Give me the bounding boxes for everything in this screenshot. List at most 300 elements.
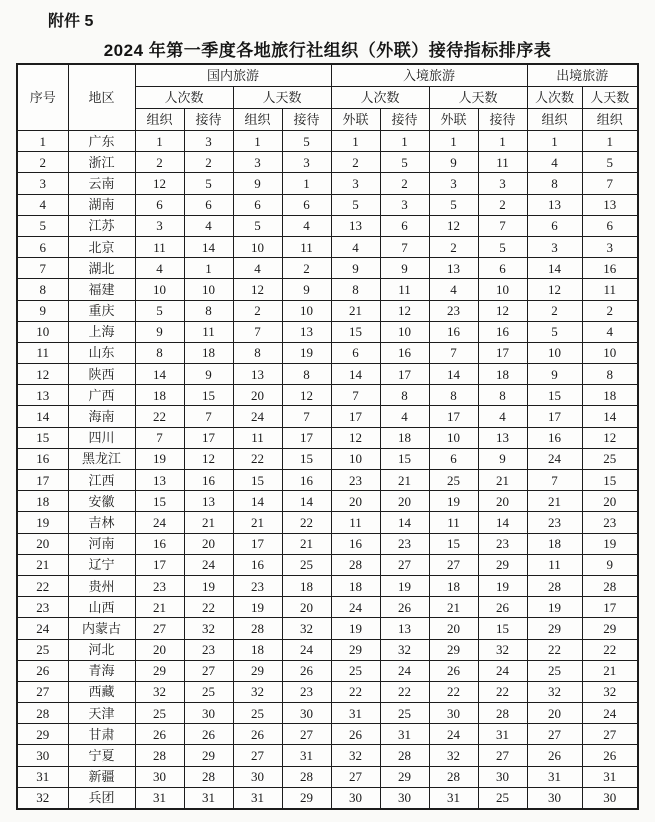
rank-cell: 10: [233, 236, 282, 257]
table-header: [17, 64, 638, 131]
rank-cell: 11: [282, 236, 331, 257]
rank-cell: 15: [429, 533, 478, 554]
rank-cell: 8: [582, 364, 638, 385]
rank-cell: 5: [282, 131, 331, 152]
rank-cell: 25: [429, 470, 478, 491]
rank-cell: 12: [582, 427, 638, 448]
rank-cell: 14: [331, 364, 380, 385]
rank-cell: 22: [478, 681, 527, 702]
rank-cell: 1: [380, 131, 429, 152]
rank-cell: 20: [184, 533, 233, 554]
rank-cell: 19: [478, 575, 527, 596]
region-cell: 贵州: [68, 575, 135, 596]
rank-cell: 14: [478, 512, 527, 533]
rank-cell: 4: [478, 406, 527, 427]
rank-cell: 30: [527, 787, 582, 809]
rank-cell: 30: [135, 766, 184, 787]
region-cell: 宁夏: [68, 745, 135, 766]
region-cell: 云南: [68, 173, 135, 194]
rank-cell: 28: [380, 745, 429, 766]
rank-cell: 27: [331, 766, 380, 787]
region-cell: 天津: [68, 703, 135, 724]
rank-cell: 24: [380, 660, 429, 681]
rank-cell: 16: [282, 470, 331, 491]
rank-cell: 20: [380, 491, 429, 512]
rank-cell: 29: [429, 639, 478, 660]
rank-cell: 20: [135, 639, 184, 660]
rank-cell: 6: [184, 194, 233, 215]
region-cell: 甘肃: [68, 724, 135, 745]
region-cell: 山西: [68, 597, 135, 618]
rank-cell: 14: [135, 364, 184, 385]
rank-cell: 20: [282, 597, 331, 618]
rank-cell: 32: [233, 681, 282, 702]
rank-cell: 32: [429, 745, 478, 766]
rank-cell: 31: [380, 724, 429, 745]
table-row: [17, 427, 638, 448]
rank-cell: 3: [380, 194, 429, 215]
rank-cell: 13: [429, 258, 478, 279]
rank-cell: 20: [527, 703, 582, 724]
rank-cell: 14: [527, 258, 582, 279]
rank-cell: 14: [582, 406, 638, 427]
rank-cell: 3: [331, 173, 380, 194]
region-cell: 内蒙古: [68, 618, 135, 639]
rank-cell: 30: [184, 703, 233, 724]
rank-cell: 4: [527, 152, 582, 173]
region-cell: 辽宁: [68, 554, 135, 575]
rank-cell: 23: [282, 681, 331, 702]
serial-cell: 18: [17, 491, 68, 512]
rank-cell: 29: [478, 554, 527, 575]
table-row: [17, 152, 638, 173]
rank-cell: 6: [331, 342, 380, 363]
rank-cell: 18: [527, 533, 582, 554]
rank-cell: 11: [527, 554, 582, 575]
rank-cell: 23: [478, 533, 527, 554]
rank-cell: 15: [135, 491, 184, 512]
rank-cell: 19: [184, 575, 233, 596]
rank-cell: 29: [184, 745, 233, 766]
rank-cell: 23: [380, 533, 429, 554]
rank-cell: 1: [331, 131, 380, 152]
header-outbound-person-times: 人次数: [527, 87, 582, 109]
rank-cell: 12: [233, 279, 282, 300]
region-cell: 河北: [68, 639, 135, 660]
serial-cell: 3: [17, 173, 68, 194]
rank-cell: 19: [233, 597, 282, 618]
rank-cell: 7: [135, 427, 184, 448]
rank-cell: 28: [478, 703, 527, 724]
rank-cell: 21: [184, 512, 233, 533]
rank-cell: 4: [582, 321, 638, 342]
rank-cell: 1: [527, 131, 582, 152]
rank-cell: 21: [478, 470, 527, 491]
rank-cell: 21: [527, 491, 582, 512]
serial-cell: 21: [17, 554, 68, 575]
rank-cell: 6: [233, 194, 282, 215]
rank-cell: 26: [429, 660, 478, 681]
rank-cell: 13: [582, 194, 638, 215]
table-row: [17, 660, 638, 681]
rank-cell: 13: [478, 427, 527, 448]
rank-cell: 17: [478, 342, 527, 363]
rank-cell: 8: [135, 342, 184, 363]
rank-cell: 32: [527, 681, 582, 702]
serial-cell: 10: [17, 321, 68, 342]
serial-cell: 32: [17, 787, 68, 809]
rank-cell: 31: [478, 724, 527, 745]
rank-cell: 1: [184, 258, 233, 279]
rank-cell: 10: [429, 427, 478, 448]
rank-cell: 27: [184, 660, 233, 681]
table-row: [17, 575, 638, 596]
rank-cell: 18: [135, 385, 184, 406]
rank-cell: 1: [582, 131, 638, 152]
rank-cell: 22: [380, 681, 429, 702]
rank-cell: 11: [233, 427, 282, 448]
rank-cell: 8: [233, 342, 282, 363]
rank-cell: 8: [331, 279, 380, 300]
rank-cell: 19: [582, 533, 638, 554]
region-cell: 广西: [68, 385, 135, 406]
region-cell: 青海: [68, 660, 135, 681]
header-inbound-tourism: 入境旅游: [331, 64, 527, 87]
table-row: [17, 618, 638, 639]
rank-cell: 5: [184, 173, 233, 194]
region-cell: 重庆: [68, 300, 135, 321]
rank-cell: 18: [582, 385, 638, 406]
serial-cell: 27: [17, 681, 68, 702]
table-row: [17, 236, 638, 257]
rank-cell: 3: [429, 173, 478, 194]
region-cell: 四川: [68, 427, 135, 448]
rank-cell: 24: [582, 703, 638, 724]
rank-cell: 25: [380, 703, 429, 724]
rank-cell: 21: [429, 597, 478, 618]
region-cell: 湖南: [68, 194, 135, 215]
rank-cell: 29: [380, 766, 429, 787]
rank-cell: 14: [380, 512, 429, 533]
rank-cell: 25: [478, 787, 527, 809]
rank-cell: 9: [282, 279, 331, 300]
serial-cell: 6: [17, 236, 68, 257]
region-cell: 福建: [68, 279, 135, 300]
rank-cell: 22: [331, 681, 380, 702]
rank-cell: 31: [282, 745, 331, 766]
rank-cell: 7: [380, 236, 429, 257]
rank-cell: 7: [282, 406, 331, 427]
rank-cell: 6: [380, 215, 429, 236]
table-row: [17, 554, 638, 575]
rank-cell: 25: [582, 448, 638, 469]
rank-cell: 10: [527, 342, 582, 363]
rank-cell: 22: [184, 597, 233, 618]
rank-cell: 27: [135, 618, 184, 639]
rank-cell: 13: [282, 321, 331, 342]
rank-cell: 28: [429, 766, 478, 787]
rank-cell: 17: [527, 406, 582, 427]
rank-cell: 31: [331, 703, 380, 724]
rank-cell: 23: [527, 512, 582, 533]
serial-cell: 24: [17, 618, 68, 639]
rank-cell: 32: [184, 618, 233, 639]
rank-cell: 18: [429, 575, 478, 596]
serial-cell: 23: [17, 597, 68, 618]
rank-cell: 21: [233, 512, 282, 533]
serial-cell: 16: [17, 448, 68, 469]
rank-cell: 17: [331, 406, 380, 427]
region-cell: 安徽: [68, 491, 135, 512]
rank-cell: 26: [331, 724, 380, 745]
serial-cell: 7: [17, 258, 68, 279]
region-cell: 湖北: [68, 258, 135, 279]
rank-cell: 24: [282, 639, 331, 660]
rank-cell: 25: [527, 660, 582, 681]
rank-cell: 7: [478, 215, 527, 236]
rank-cell: 10: [331, 448, 380, 469]
header-domestic-times-organize: 组织: [135, 109, 184, 131]
attachment-label: 附件 5: [48, 13, 94, 30]
rank-cell: 3: [527, 236, 582, 257]
rank-cell: 6: [135, 194, 184, 215]
rank-cell: 17: [429, 406, 478, 427]
rank-cell: 31: [429, 787, 478, 809]
rank-cell: 30: [233, 766, 282, 787]
rank-cell: 2: [184, 152, 233, 173]
rank-cell: 23: [429, 300, 478, 321]
rank-cell: 7: [527, 470, 582, 491]
header-region: 地区: [68, 64, 135, 131]
rank-cell: 9: [478, 448, 527, 469]
rank-cell: 15: [184, 385, 233, 406]
rank-cell: 16: [380, 342, 429, 363]
table-row: [17, 279, 638, 300]
rank-cell: 11: [184, 321, 233, 342]
rank-cell: 27: [429, 554, 478, 575]
rank-cell: 4: [380, 406, 429, 427]
rank-cell: 30: [429, 703, 478, 724]
serial-cell: 30: [17, 745, 68, 766]
serial-cell: 17: [17, 470, 68, 491]
rank-cell: 18: [233, 639, 282, 660]
rank-cell: 4: [429, 279, 478, 300]
rank-cell: 28: [527, 575, 582, 596]
rank-cell: 28: [135, 745, 184, 766]
rank-cell: 13: [380, 618, 429, 639]
rank-cell: 27: [478, 745, 527, 766]
serial-cell: 14: [17, 406, 68, 427]
rank-cell: 24: [429, 724, 478, 745]
rank-cell: 12: [135, 173, 184, 194]
rank-cell: 25: [184, 681, 233, 702]
rank-cell: 26: [582, 745, 638, 766]
rank-cell: 9: [184, 364, 233, 385]
rank-cell: 8: [429, 385, 478, 406]
header-domestic-person-times: 人次数: [135, 87, 233, 109]
rank-cell: 8: [184, 300, 233, 321]
rank-cell: 25: [135, 703, 184, 724]
rank-cell: 31: [135, 787, 184, 809]
rank-cell: 5: [582, 152, 638, 173]
rank-cell: 13: [135, 470, 184, 491]
rank-cell: 3: [184, 131, 233, 152]
header-inbound-times-outreach: 外联: [331, 109, 380, 131]
rank-cell: 5: [527, 321, 582, 342]
rank-cell: 24: [527, 448, 582, 469]
rank-cell: 15: [478, 618, 527, 639]
rank-cell: 26: [282, 660, 331, 681]
rank-cell: 32: [380, 639, 429, 660]
rank-cell: 16: [582, 258, 638, 279]
rank-cell: 2: [233, 300, 282, 321]
table-row: [17, 681, 638, 702]
rank-cell: 25: [233, 703, 282, 724]
table-row: [17, 173, 638, 194]
rank-cell: 16: [233, 554, 282, 575]
rank-cell: 7: [184, 406, 233, 427]
table-row: [17, 321, 638, 342]
rank-cell: 29: [282, 787, 331, 809]
rank-cell: 6: [527, 215, 582, 236]
rank-cell: 5: [331, 194, 380, 215]
rank-cell: 6: [582, 215, 638, 236]
table-row: [17, 385, 638, 406]
table-row: [17, 448, 638, 469]
rank-cell: 12: [184, 448, 233, 469]
header-inbound-days-receive: 接待: [478, 109, 527, 131]
rank-cell: 2: [478, 194, 527, 215]
rank-cell: 17: [233, 533, 282, 554]
rank-cell: 22: [429, 681, 478, 702]
header-domestic-tourism: 国内旅游: [135, 64, 331, 87]
rank-cell: 13: [184, 491, 233, 512]
rank-cell: 7: [429, 342, 478, 363]
rank-cell: 22: [135, 406, 184, 427]
rank-cell: 1: [478, 131, 527, 152]
table-row: [17, 470, 638, 491]
rank-cell: 28: [331, 554, 380, 575]
rank-cell: 12: [331, 427, 380, 448]
rank-cell: 16: [331, 533, 380, 554]
rank-cell: 9: [429, 152, 478, 173]
header-inbound-days-outreach: 外联: [429, 109, 478, 131]
rank-cell: 8: [282, 364, 331, 385]
rank-cell: 2: [429, 236, 478, 257]
rank-cell: 5: [135, 300, 184, 321]
header-domestic-times-receive: 接待: [184, 109, 233, 131]
ranking-table: [16, 63, 639, 810]
rank-cell: 9: [233, 173, 282, 194]
rank-cell: 18: [331, 575, 380, 596]
table-row: [17, 703, 638, 724]
rank-cell: 21: [282, 533, 331, 554]
rank-cell: 3: [582, 236, 638, 257]
rank-cell: 19: [429, 491, 478, 512]
rank-cell: 28: [282, 766, 331, 787]
rank-cell: 16: [429, 321, 478, 342]
rank-cell: 30: [282, 703, 331, 724]
header-row-1: [17, 64, 638, 87]
rank-cell: 16: [184, 470, 233, 491]
rank-cell: 24: [331, 597, 380, 618]
serial-cell: 4: [17, 194, 68, 215]
rank-cell: 16: [135, 533, 184, 554]
rank-cell: 7: [331, 385, 380, 406]
rank-cell: 27: [527, 724, 582, 745]
rank-cell: 15: [233, 470, 282, 491]
rank-cell: 11: [331, 512, 380, 533]
rank-cell: 32: [478, 639, 527, 660]
rank-cell: 27: [282, 724, 331, 745]
rank-cell: 22: [233, 448, 282, 469]
rank-cell: 16: [478, 321, 527, 342]
region-cell: 兵团: [68, 787, 135, 809]
page-title: 2024 年第一季度各地旅行社组织（外联）接待指标排序表: [103, 41, 552, 60]
region-cell: 黑龙江: [68, 448, 135, 469]
rank-cell: 21: [380, 470, 429, 491]
rank-cell: 26: [184, 724, 233, 745]
rank-cell: 1: [233, 131, 282, 152]
rank-cell: 9: [135, 321, 184, 342]
rank-cell: 1: [135, 131, 184, 152]
rank-cell: 10: [478, 279, 527, 300]
rank-cell: 7: [582, 173, 638, 194]
rank-cell: 26: [527, 745, 582, 766]
rank-cell: 2: [282, 258, 331, 279]
region-cell: 广东: [68, 131, 135, 152]
header-inbound-times-receive: 接待: [380, 109, 429, 131]
rank-cell: 29: [233, 660, 282, 681]
rank-cell: 2: [331, 152, 380, 173]
table-row: [17, 745, 638, 766]
rank-cell: 15: [331, 321, 380, 342]
rank-cell: 31: [527, 766, 582, 787]
region-cell: 北京: [68, 236, 135, 257]
rank-cell: 10: [282, 300, 331, 321]
rank-cell: 9: [582, 554, 638, 575]
rank-cell: 24: [135, 512, 184, 533]
region-cell: 新疆: [68, 766, 135, 787]
rank-cell: 5: [380, 152, 429, 173]
serial-cell: 15: [17, 427, 68, 448]
rank-cell: 27: [380, 554, 429, 575]
rank-cell: 26: [233, 724, 282, 745]
rank-cell: 20: [429, 618, 478, 639]
rank-cell: 30: [380, 787, 429, 809]
serial-cell: 26: [17, 660, 68, 681]
rank-cell: 21: [331, 300, 380, 321]
table-row: [17, 300, 638, 321]
rank-cell: 3: [135, 215, 184, 236]
rank-cell: 11: [478, 152, 527, 173]
rank-cell: 25: [331, 660, 380, 681]
rank-cell: 14: [429, 364, 478, 385]
rank-cell: 1: [429, 131, 478, 152]
rank-cell: 3: [282, 152, 331, 173]
region-cell: 上海: [68, 321, 135, 342]
rank-cell: 29: [582, 618, 638, 639]
rank-cell: 29: [331, 639, 380, 660]
rank-cell: 12: [527, 279, 582, 300]
rank-cell: 19: [135, 448, 184, 469]
serial-cell: 22: [17, 575, 68, 596]
rank-cell: 3: [478, 173, 527, 194]
rank-cell: 31: [582, 766, 638, 787]
rank-cell: 7: [233, 321, 282, 342]
rank-cell: 27: [582, 724, 638, 745]
rank-cell: 25: [282, 554, 331, 575]
